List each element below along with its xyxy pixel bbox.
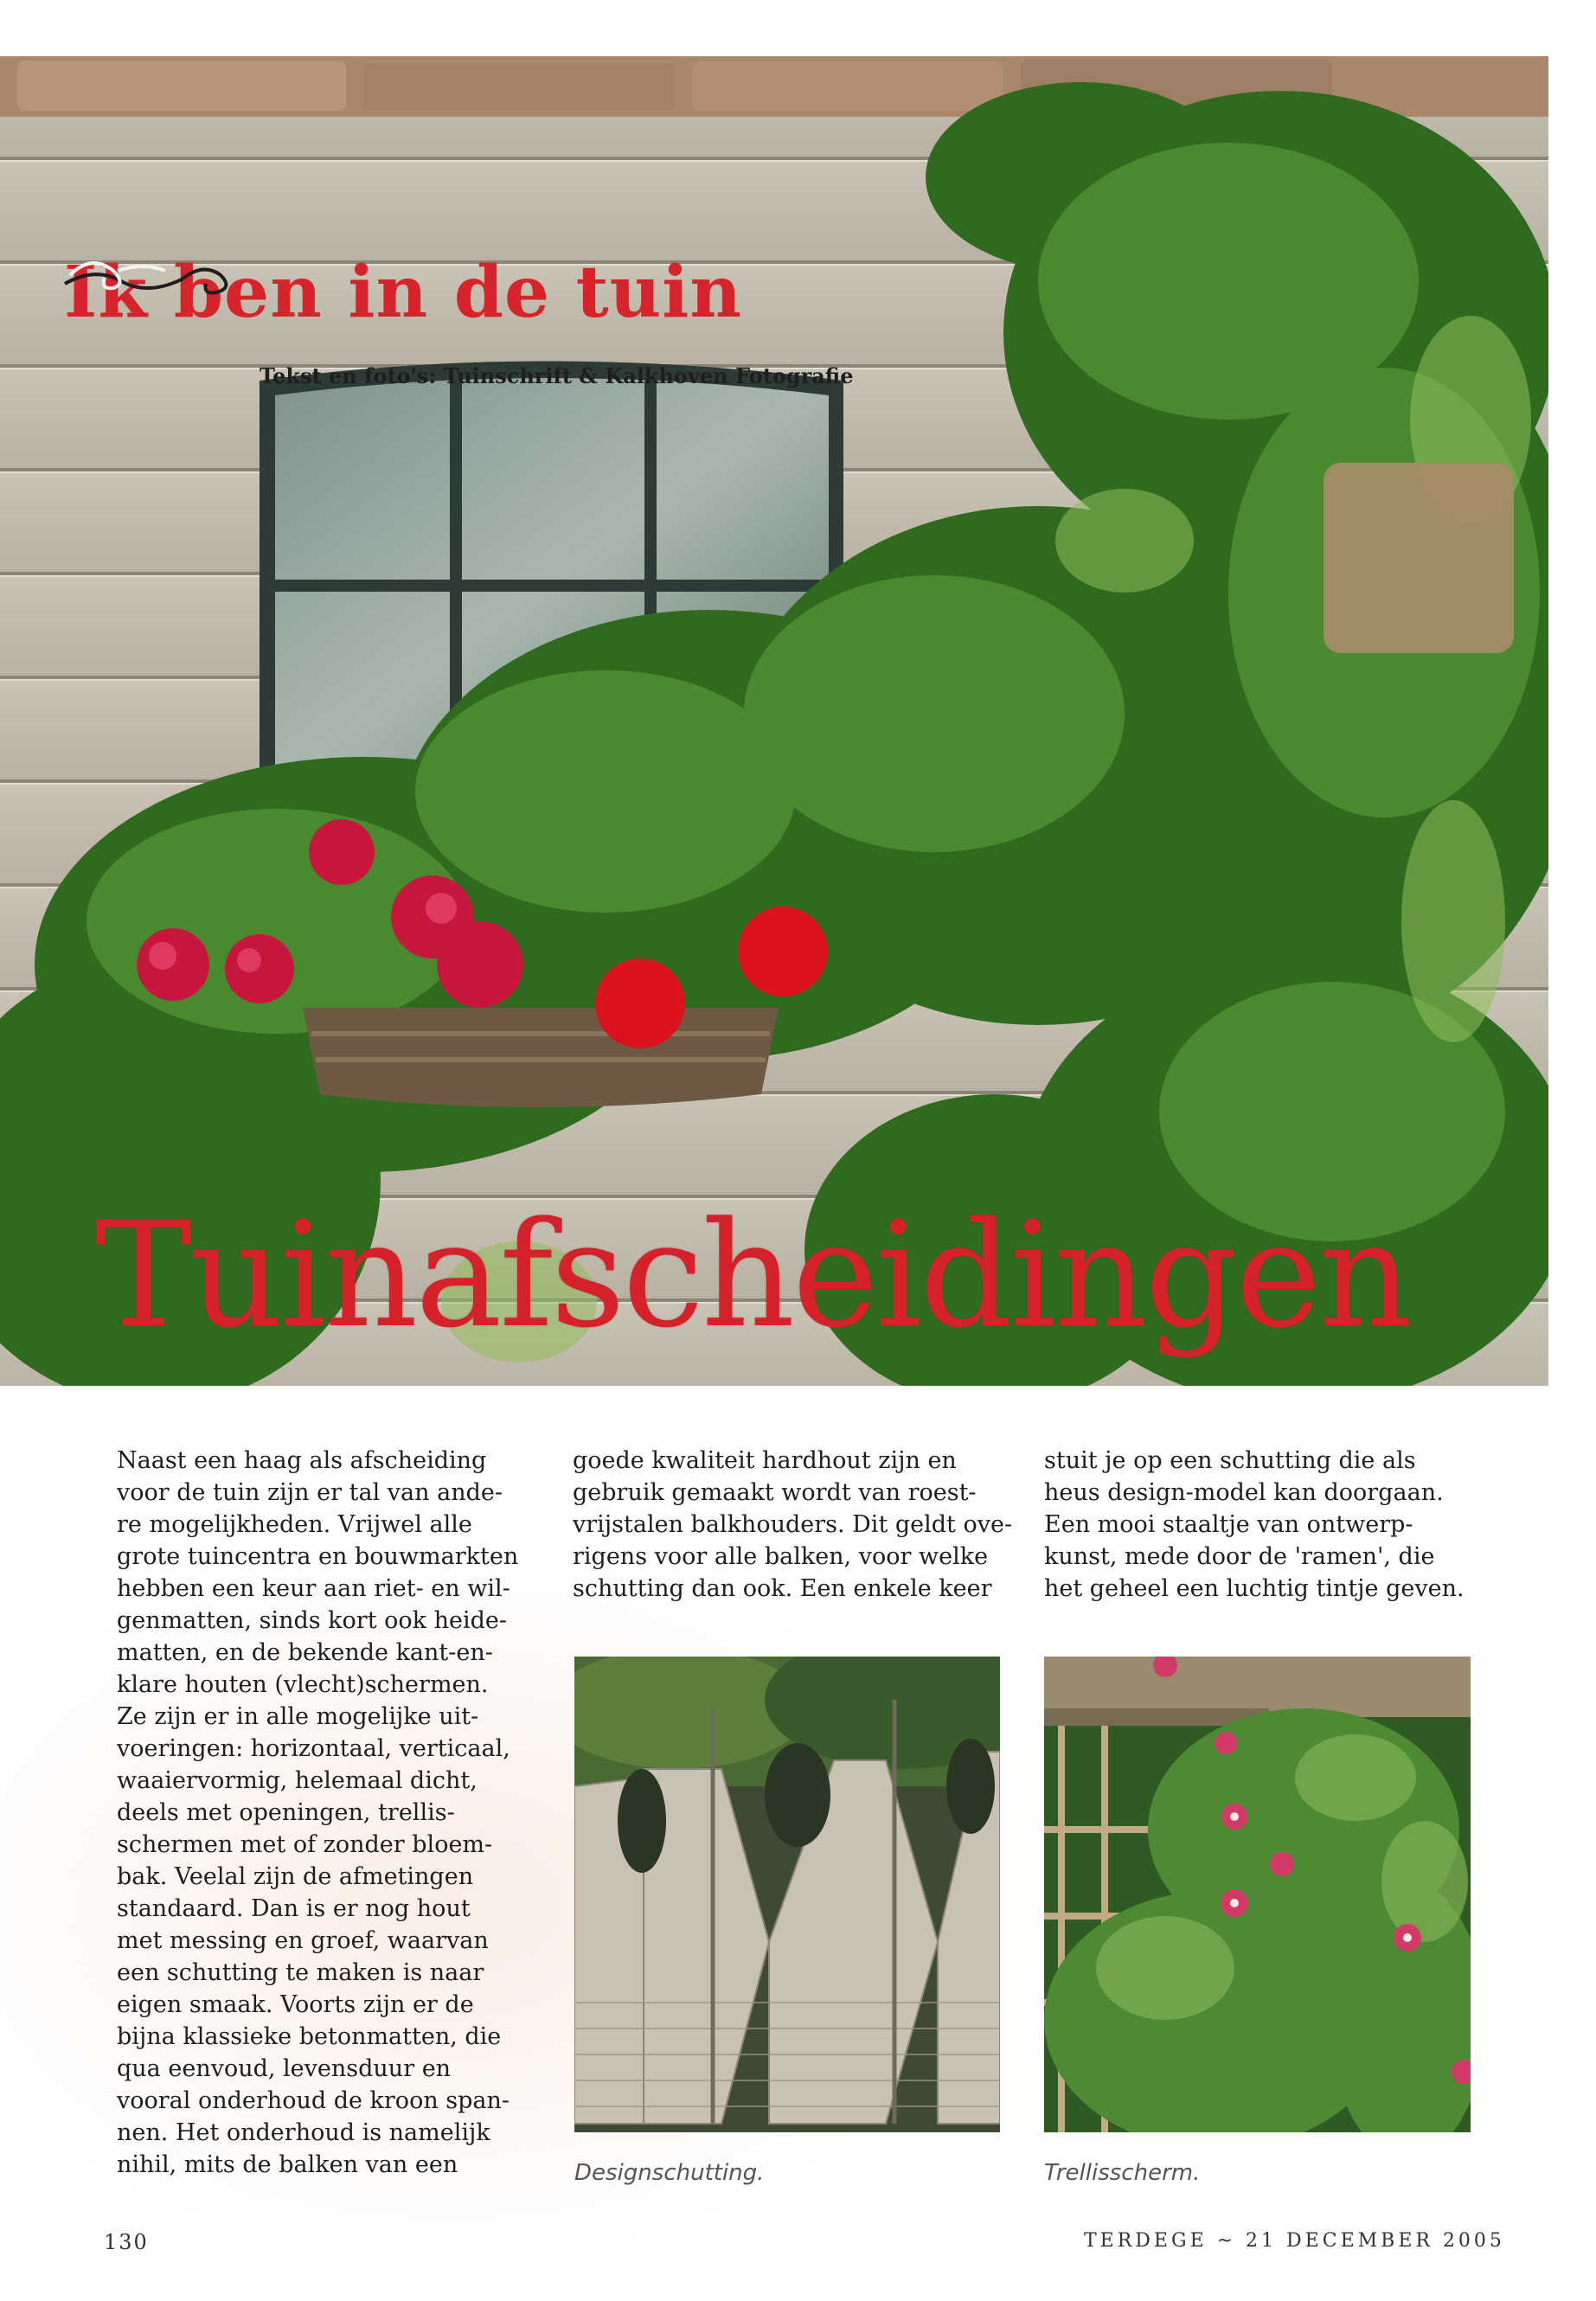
body-text-line: vooral onderhoud de kroon span- xyxy=(117,2087,510,2114)
body-text-line: goede kwaliteit hardhout zijn en xyxy=(573,1447,957,1474)
body-text-line: Ze zijn er in alle mogelijke uit- xyxy=(117,1703,479,1730)
body-text-line: standaard. Dan is er nog hout xyxy=(117,1895,471,1922)
body-text-line: klare houten (vlecht)schermen. xyxy=(117,1671,489,1698)
body-text-line: matten, en de bekende kant-en- xyxy=(117,1639,493,1666)
section-header xyxy=(61,245,742,340)
body-text-line: met messing en groef, waarvan xyxy=(117,1927,489,1954)
text-column-3 xyxy=(1044,1445,1494,1605)
photo-design-fence xyxy=(574,1657,1000,2132)
body-text-line: schutting dan ook. Een enkele keer xyxy=(573,1575,992,1602)
body-text-line: rigens voor alle balken, voor welke xyxy=(573,1543,989,1570)
body-text-line: een schutting te maken is naar xyxy=(117,1959,484,1986)
body-text-line: gebruik gemaakt wordt van roest- xyxy=(573,1479,977,1506)
photo-trellis-screen xyxy=(1044,1657,1471,2132)
page-number: 130 xyxy=(104,2230,149,2254)
body-text-line: bak. Veelal zijn de afmetingen xyxy=(117,1863,474,1890)
photo-credit: Tekst en foto's: Tuinschrift & Kalkhoven Fotografie xyxy=(260,363,854,388)
design-fence-illustration xyxy=(574,1657,1000,2132)
body-text-line: genmatten, sinds kort ook heide- xyxy=(117,1607,507,1634)
ornament-curl-icon xyxy=(66,245,170,297)
caption-design-fence: Designschutting. xyxy=(574,2160,765,2186)
body-text-line: stuit je op een schutting die als xyxy=(1044,1447,1416,1474)
body-text-line: bijna klassieke betonmatten, die xyxy=(117,2023,502,2050)
trellis-illustration xyxy=(1044,1657,1471,2132)
body-text-line: heus design-model kan doorgaan. xyxy=(1044,1479,1444,1506)
body-text-line: re mogelijkheden. Vrijwel alle xyxy=(117,1511,472,1538)
article-title: Tuinafscheidingen xyxy=(95,1190,1410,1360)
body-text-line: hebben een keur aan riet- en wil- xyxy=(117,1575,510,1602)
body-text-line: grote tuincentra en bouwmarkten xyxy=(117,1543,519,1570)
body-text-line: nihil, mits de balken van een xyxy=(117,2151,458,2178)
caption-trellis: Trellisscherm. xyxy=(1044,2160,1201,2186)
body-text-line: qua eenvoud, levensduur en xyxy=(117,2055,452,2082)
body-text-line: waaiervormig, helemaal dicht, xyxy=(117,1767,478,1794)
body-text-line: schermen met of zonder bloem- xyxy=(117,1831,493,1858)
body-text-line: eigen smaak. Voorts zijn er de xyxy=(117,1991,474,2018)
body-text-line: deels met openingen, trellis- xyxy=(117,1799,455,1826)
hero-photo xyxy=(0,56,1548,1386)
body-text-line: nen. Het onderhoud is namelijk xyxy=(117,2119,490,2146)
text-column-1 xyxy=(117,1445,532,2181)
body-text-line: voor de tuin zijn er tal van ande- xyxy=(117,1479,503,1506)
body-text-line: vrijstalen balkhouders. Dit geldt ove- xyxy=(573,1511,1013,1538)
body-text-line: kunst, mede door de 'ramen', die xyxy=(1044,1543,1435,1570)
body-text-line: Naast een haag als afscheiding xyxy=(117,1447,487,1474)
section-title: Ik ben in de tuin xyxy=(64,251,743,334)
body-text-line: het geheel een luchtig tintje geven. xyxy=(1044,1575,1465,1602)
body-text-line: Een mooi staaltje van ontwerp- xyxy=(1044,1511,1413,1538)
publication-line: TERDEGE ~ 21 DECEMBER 2005 xyxy=(1084,2230,1505,2252)
body-text-line: voeringen: horizontaal, verticaal, xyxy=(117,1735,510,1762)
text-column-2 xyxy=(573,1445,1013,1605)
